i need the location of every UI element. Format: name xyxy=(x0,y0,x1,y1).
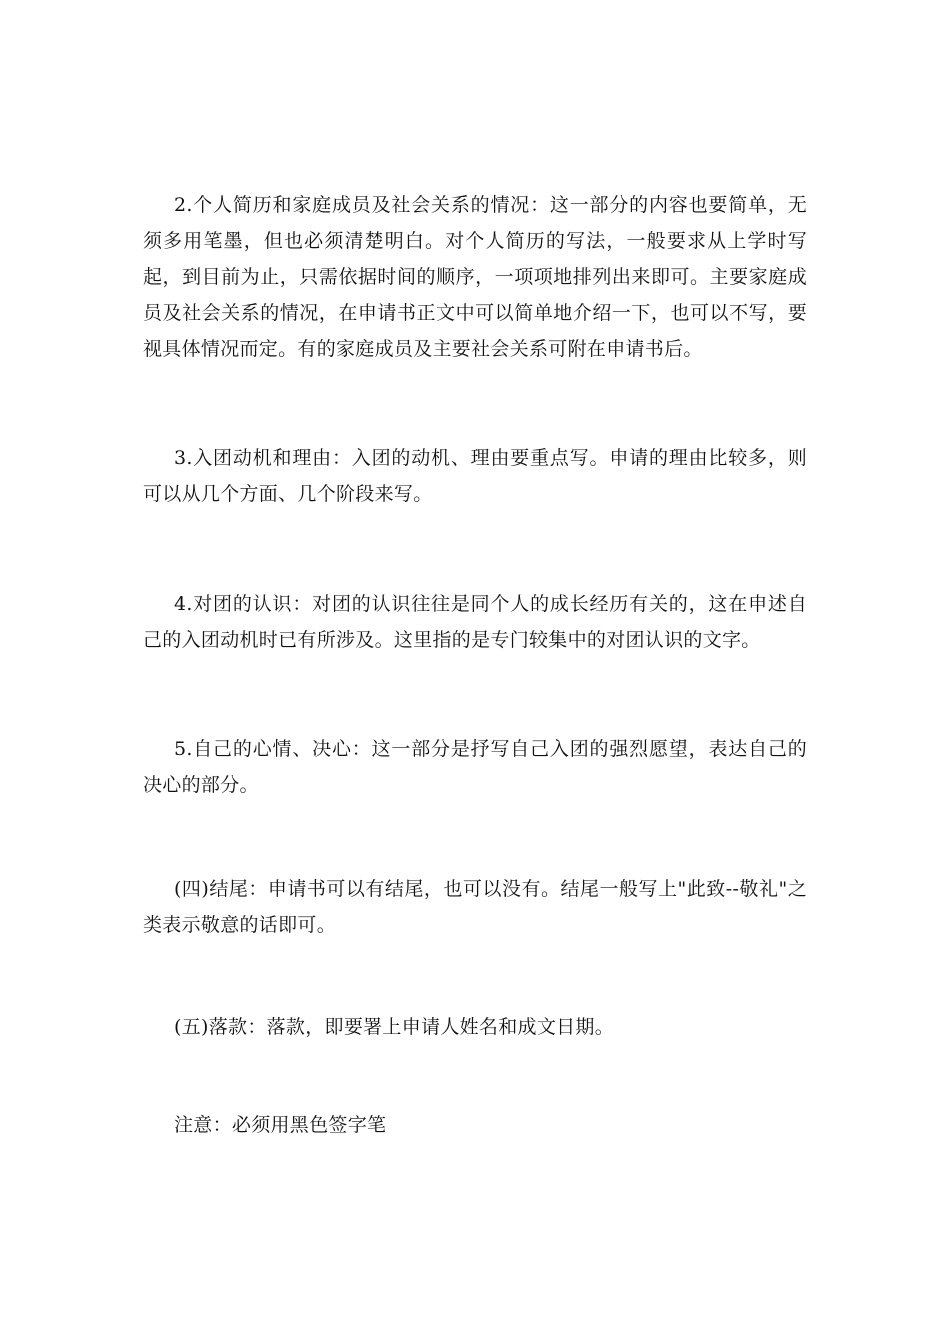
paragraph-motivation: 3.入团动机和理由：入团的动机、理由要重点写。申请的理由比较多，则可以从几个方面、几个阶段来写。 xyxy=(143,447,807,505)
paragraph-note: 注意：必须用黑色签字笔 xyxy=(174,1114,387,1136)
paragraph-understanding: 4.对团的认识：对团的认识往往是同个人的成长经历有关的，这在申述自己的入团动机时已有所涉及。这里指的是专门较集中的对团认识的文字。 xyxy=(143,593,807,651)
paragraph-resume-and-family: 2.个人简历和家庭成员及社会关系的情况：这一部分的内容也要简单，无须多用笔墨，但也必须清楚明白。对个人简历的写法，一般要求从上学时写起，到目前为止，只需依据时间的顺序，一项项地排列出来即可。主要家庭成员及社会关系的情况，在申请书正文中可以简单地介绍一下，也可以不写，要视具体情况而定。有的家庭成员及主要社会关系可附在申请书后。 xyxy=(143,194,807,360)
paragraph-determination: 5.自己的心情、决心：这一部分是抒写自己入团的强烈愿望，表达自己的决心的部分。 xyxy=(143,738,807,796)
paragraph-closing: (四)结尾：申请书可以有结尾，也可以没有。结尾一般写上"此致--敬礼"之类表示敬意的话即可。 xyxy=(143,878,807,936)
paragraph-signature: (五)落款：落款，即要署上申请人姓名和成文日期。 xyxy=(174,1016,615,1038)
